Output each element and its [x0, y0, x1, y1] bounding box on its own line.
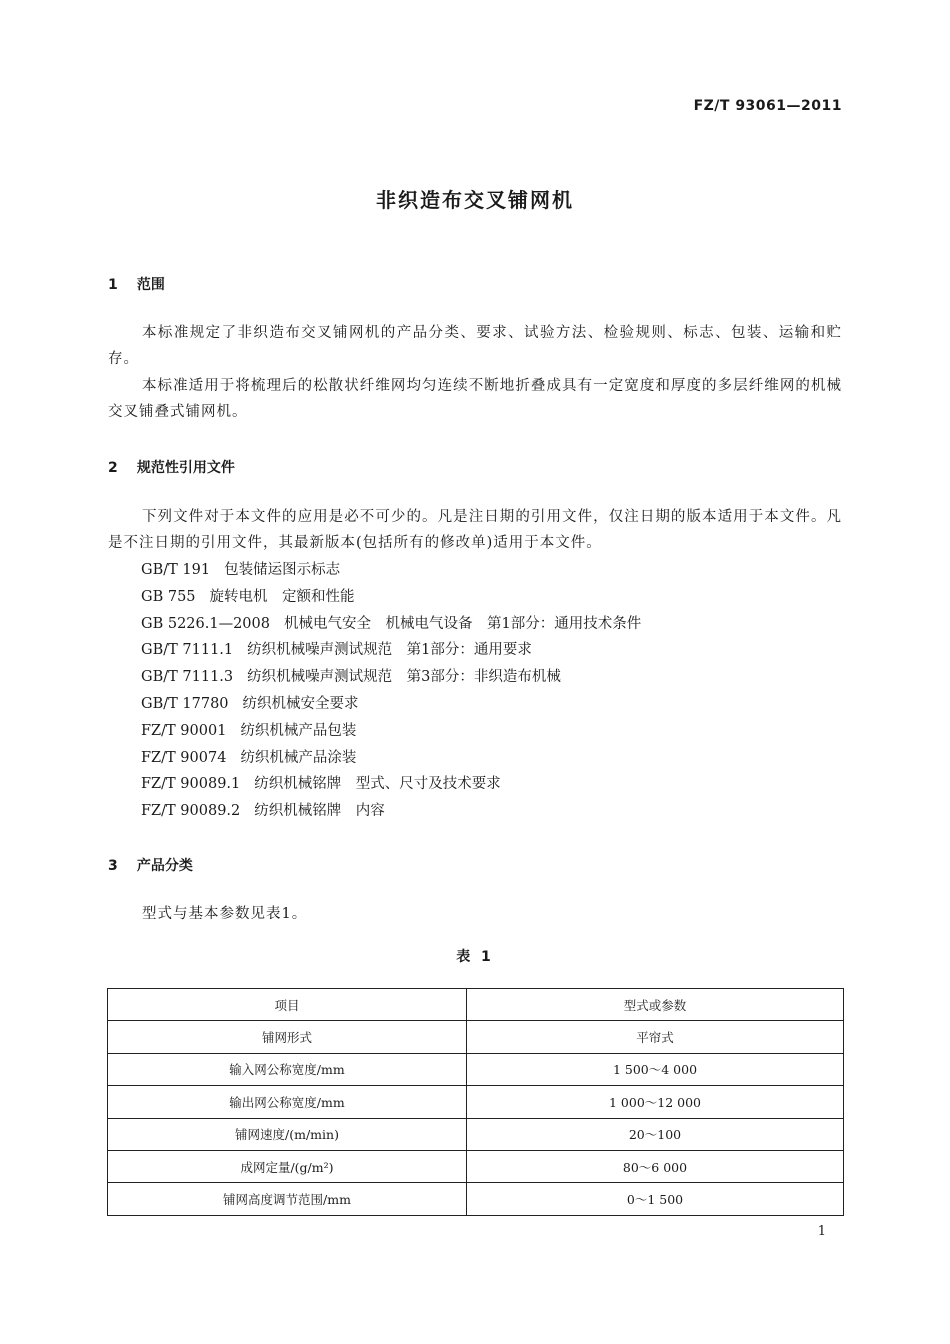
table-row: [108, 1086, 844, 1118]
reference-title: 纺织机械产品包装: [240, 722, 357, 739]
table-caption: 表 1: [456, 949, 494, 965]
document-title: 非织造布交叉铺网机: [376, 188, 574, 212]
reference-title: 纺织机械安全要求: [242, 695, 359, 712]
classification-text: 型式与基本参数见表1。: [142, 906, 308, 922]
reference-code: GB 5226.1—2008: [141, 615, 270, 632]
table-row: [108, 1183, 844, 1215]
section-number: 3: [108, 858, 118, 874]
reference-code: GB 755: [141, 588, 196, 605]
reference-item: [141, 771, 641, 798]
reference-item: [141, 745, 641, 772]
reference-title: 纺织机械噪声测试规范 第1部分：通用要求: [247, 642, 532, 659]
section-title: 规范性引用文件: [136, 460, 235, 476]
reference-item: [141, 584, 641, 611]
table-cell: 1 500～4 000: [467, 1053, 844, 1085]
section-3-heading: [108, 855, 193, 875]
column-header: 项目: [108, 989, 467, 1021]
section-title: 产品分类: [136, 858, 193, 874]
parameters-table: [107, 988, 844, 1216]
references-intro: 下列文件对于本文件的应用是必不可少的。凡是注日期的引用文件，仅注日期的版本适用于本文件。凡是不注日期的引用文件，其最新版本(包括所有的修改单)适用于本文件。: [108, 509, 842, 551]
table-cell: 1 000～12 000: [467, 1086, 844, 1118]
reference-title: 纺织机械产品涂装: [240, 749, 357, 766]
table-cell: 80～6 000: [467, 1150, 844, 1182]
scope-paragraph-2: 本标准适用于将梳理后的松散状纤维网均匀连续不断地折叠成具有一定宽度和厚度的多层纤维网的机械交叉铺叠式铺网机。: [108, 378, 842, 420]
table-row: [108, 1118, 844, 1150]
table-cell: 输入网公称宽度/mm: [108, 1053, 467, 1085]
table-header-row: [108, 989, 844, 1021]
page-number: 1: [817, 1224, 826, 1239]
table-cell: 0～1 500: [467, 1183, 844, 1215]
column-header: 型式或参数: [467, 989, 844, 1021]
reference-item: [141, 718, 641, 745]
table-cell: 平帘式: [467, 1021, 844, 1053]
reference-title: 旋转电机 定额和性能: [209, 588, 355, 605]
reference-item: [141, 798, 641, 825]
table-cell: 成网定量/(g/m²): [108, 1150, 467, 1182]
reference-title: 纺织机械噪声测试规范 第3部分：非织造布机械: [247, 669, 561, 686]
table-cell: 铺网形式: [108, 1021, 467, 1053]
reference-item: [141, 557, 641, 584]
table-row: [108, 1021, 844, 1053]
section-2-heading: [108, 457, 235, 477]
scope-paragraph-1: 本标准规定了非织造布交叉铺网机的产品分类、要求、试验方法、检验规则、标志、包装、运输和贮存。: [108, 325, 842, 367]
table-row: [108, 1150, 844, 1182]
reference-code: GB/T 191: [141, 562, 211, 578]
table-cell: 输出网公称宽度/mm: [108, 1086, 467, 1118]
reference-code: FZ/T 90089.2: [141, 803, 241, 820]
reference-code: FZ/T 90001: [141, 722, 227, 739]
table-cell: 20～100: [467, 1118, 844, 1150]
section-number: 2: [108, 460, 118, 476]
reference-item: [141, 664, 641, 691]
reference-code: FZ/T 90074: [141, 749, 227, 766]
reference-item: [141, 637, 641, 664]
reference-list: [141, 557, 641, 825]
reference-code: GB/T 17780: [141, 695, 229, 712]
reference-code: GB/T 7111.1: [141, 642, 234, 659]
table-cell: 铺网高度调节范围/mm: [108, 1183, 467, 1215]
table-cell: 铺网速度/(m/min): [108, 1118, 467, 1150]
table-row: [108, 1053, 844, 1085]
reference-title: 包装储运图示标志: [224, 562, 341, 578]
section-1-heading: [108, 274, 165, 294]
reference-title: 纺织机械铭牌 型式、尺寸及技术要求: [254, 776, 501, 793]
reference-code: FZ/T 90089.1: [141, 776, 241, 793]
section-number: 1: [108, 277, 118, 293]
reference-title: 机械电气安全 机械电气设备 第1部分：通用技术条件: [284, 615, 642, 632]
reference-code: GB/T 7111.3: [141, 669, 234, 686]
reference-title: 纺织机械铭牌 内容: [254, 803, 385, 820]
reference-item: [141, 691, 641, 718]
section-title: 范围: [136, 277, 165, 293]
reference-item: [141, 611, 641, 638]
standard-code: FZ/T 93061—2011: [693, 98, 842, 114]
